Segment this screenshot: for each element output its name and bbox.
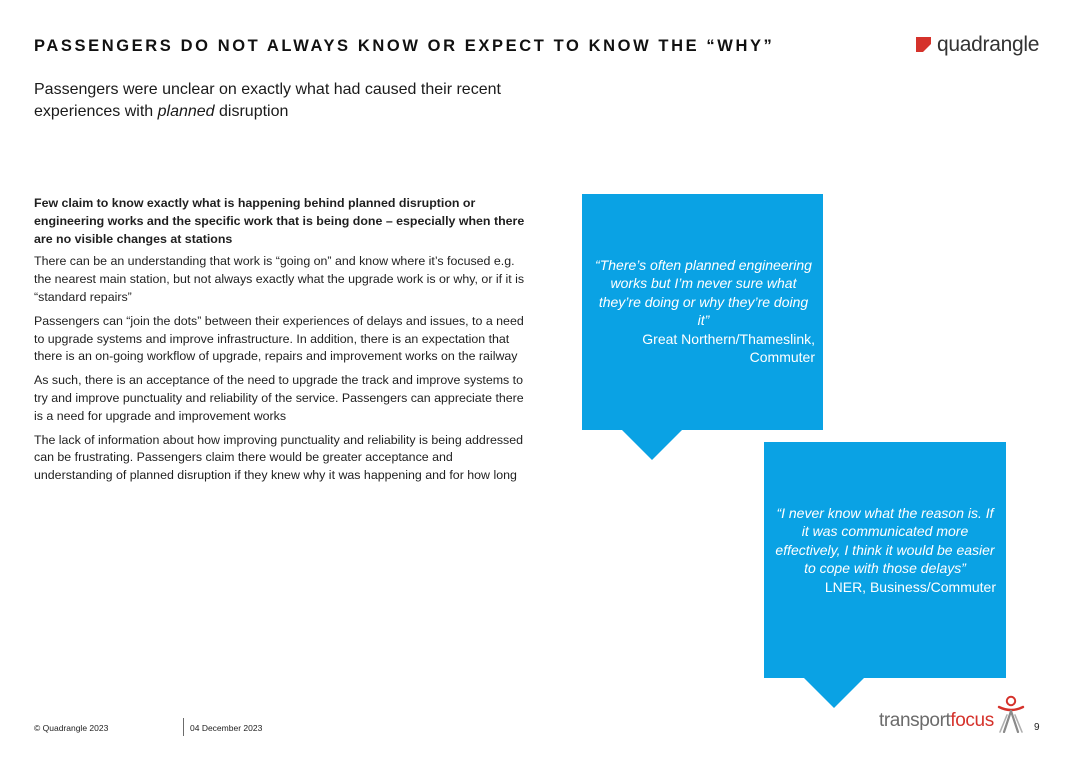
quote-bubble-1 [582, 194, 823, 430]
quadrangle-mark-icon [916, 37, 931, 52]
lead-paragraph: Few claim to know exactly what is happening behind planned disruption or engineering works and the specific work that is being done – especially when there are no visible changes at stations [34, 196, 525, 246]
body-paragraph: The lack of information about how improving punctuality and reliability is being addressed can be frustrating. Passengers claim there would be greater acceptance and understanding of planned disruption if they knew why it was happening and for how long [34, 432, 524, 483]
subtitle-text-before: Passengers were unclear on exactly what had caused their recent experiences with [34, 81, 501, 120]
logo-part-transport: transport [879, 710, 951, 731]
quote-text: “I never know what the reason is. If it was communicated more effectively, I think it would be easier to cope with those delays” [775, 505, 995, 577]
body-text [34, 195, 534, 491]
quote-attribution: Great Northern/Thameslink, Commuter [642, 330, 815, 366]
footer-divider [183, 718, 184, 736]
quote-attribution: LNER, Business/Commuter [824, 578, 996, 595]
subtitle-emphasis: planned [157, 103, 215, 120]
transportfocus-logo [879, 695, 1026, 733]
footer-copyright: © Quadrangle 2023 [34, 723, 109, 733]
body-paragraph: As such, there is an acceptance of the need to upgrade the track and improve systems to try and improve punctuality and reliability of the service. Passengers can appreciate there is a need for upgrade and improvement works [34, 373, 524, 423]
subtitle [34, 79, 534, 123]
page-number: 9 [1034, 722, 1040, 733]
logo-part-focus: focus [950, 710, 994, 731]
quote-text: “There’s often planned engineering works but I’m never sure what they’re doing or why they’re doing it” [595, 257, 812, 329]
person-figure-icon [996, 695, 1026, 733]
body-paragraph: Passengers can “join the dots” between their experiences of delays and issues, to a need to upgrade systems and improve infrastructure. In addition, there is an expectation that there is an on-going workflow of upgrade, repairs and improvement works on the railway [34, 313, 524, 364]
page-title: PASSENGERS DO NOT ALWAYS KNOW OR EXPECT TO KNOW THE “WHY” [34, 37, 775, 55]
subtitle-text-after: disruption [214, 103, 289, 120]
footer-date: 04 December 2023 [190, 723, 263, 733]
quote-bubble-2 [764, 442, 1006, 678]
speech-tail [804, 678, 864, 708]
quadrangle-logo [916, 34, 1039, 55]
transportfocus-wordmark [879, 711, 994, 730]
body-paragraph: There can be an understanding that work is “going on” and know where it’s focused e.g. the nearest main station, but not always exactly what the upgrade work is or why, or if it is “standard repairs” [34, 254, 525, 304]
logo-text: quadrangle [937, 33, 1040, 56]
speech-tail [622, 430, 682, 460]
